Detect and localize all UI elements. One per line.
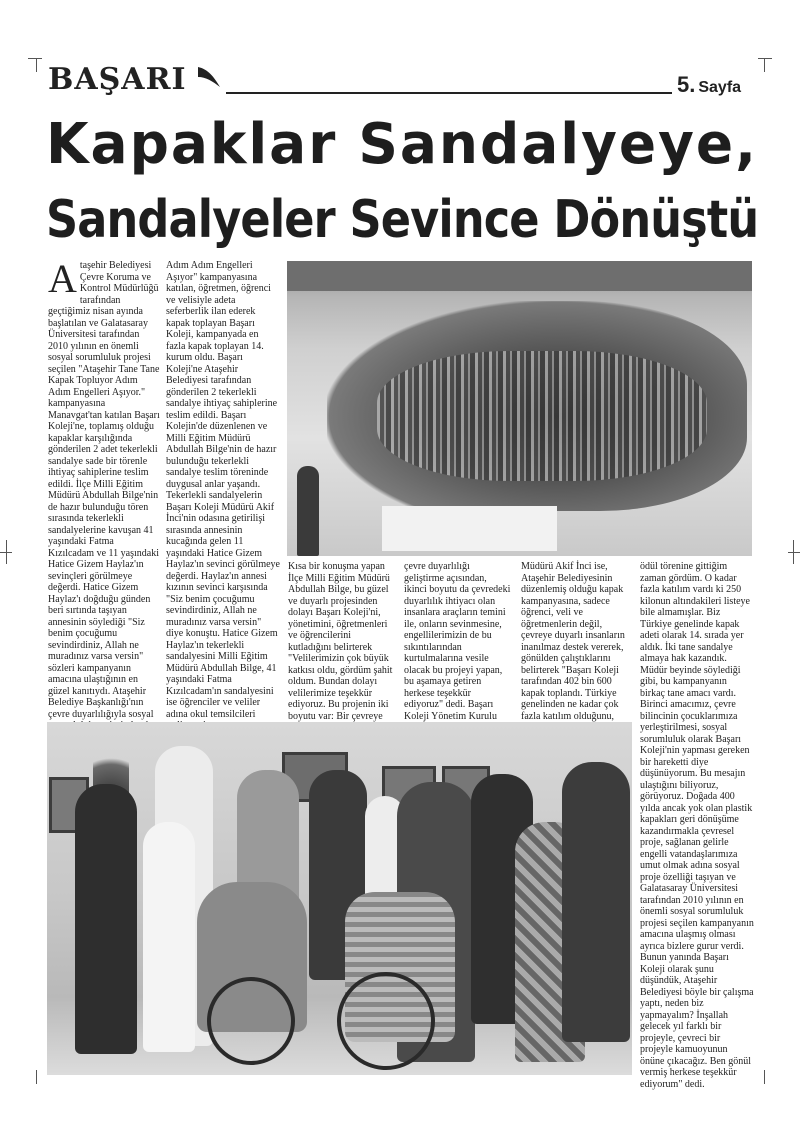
crop-mark [764, 1070, 765, 1084]
photo-wheelchair-wheel [337, 972, 435, 1070]
article-column-2 [166, 260, 280, 720]
logo-swoosh-icon [194, 63, 224, 93]
photo-wheelchair-ceremony [47, 722, 632, 1075]
drop-cap: A [48, 256, 77, 301]
article-text: Adım Adım Engelleri Aşıyor" kampanyasına katılan, öğretmen, öğrenci ve velisiyle adeta seferberlik ilan ederek kapak toplayan Başarı Koleji, kampanyada en fazla kapak toplayan 14. kurum oldu. Başarı Koleji'ne Ataşehir Belediyesi tarafından gönderilen 2 tekerlekli sandalye ihtiyaç sahiplerine teslim edildi. Başarı Kolejin'de düzenlenen ve Milli Eğitim Müdürü Abdullah Bilge'nin de hazır bulunduğu tekerlekli sandalye teslim töreninde duygusal anlar yaşandı. Tekerlekli sandalyelerin Başarı Koleji Müdürü Akif İnci'nin odasına getirilişi sırasında annesinin kucağında gelen 11 yaşındaki Hatice Gizem Haylaz'ın sevinci görülmeye değerdi. Haylaz'ın annesi kızının sevinci karşısında "Siz benim çocuğumu sevindirdiniz, Allah ne muradınız varsa versin" diye konuştu. Hatice Gizem Haylaz'ın tekerlekli sandalyesini Milli Eğitim Müdürü Abdullah Bilge, 41 yaşındaki Fatma Kızılcadam'ın sandalyesini ise öğrenciler ve veliler adına okul temsilcileri [166, 260, 280, 720]
photo-person [143, 822, 195, 1052]
headline-line-1: Kapaklar Sandalyeye, [46, 112, 758, 177]
article-text: çevre duyarlılığı geliştirme açısından, ikinci boyutu da çevredeki duyarlılık ihtiyacı olan insanlara araçların temini ile, onların sevinmesine, engellilerimizin de bu sıkıntılarından kurtulmalarına vesile olacak bu projeyi yapan, bu aşamaya getiren herkese teşekkür ediyoruz" dedi. Başarı Koleji Yönetim Kurulu [404, 561, 511, 722]
page-number-value: 5. [677, 72, 696, 97]
article-text: taşehir Belediyesi Çevre Koruma ve Kontrol Müdürlüğü tarafından geçtiğimiz nisan ayında başlatılan ve Galatasaray Üniversitesi tarafından 2010 yılının en önemli sosyal sorumluluk projesi seçilen "Ataşehir Tane Tane Kapak Topluyor Adım Adım Engelleri Aşıyor." kampanyasına Manavgat'tan katılan Başarı Koleji'ne, toplamış olduğu kapaklar karşılığında gönderilen 2 adet tekerlekli sandalye sade bir törenle ihtiyaç sahiplerine teslim edildi. İlçe Milli Eğitim Müdürü Abdullah Bilge'nin de hazır bulunduğu tören sırasında tekerlekli sandalyelerine kavuşan 41 yaşındaki Fatma Kızılcadam ve 11 yaşındaki Hatice Gizem Haylaz'ın sevinçleri görülmeye değerdi. Hatice Gizem Haylaz'ı doğduğu günden beri sırtında taşıyan annesinin söylediği "Siz benim çocuğumu sevindirdiniz, Allah ne muradınız varsa versin" sözleri kampanyanın amacına ulaştığının en güzel kanıtıydı. Ataşehir Belediye Başkanlığı'nın çevre duyarlılığıyla sosyal [48, 260, 160, 720]
photo-students-schoolyard [287, 261, 752, 556]
photo-hedge [287, 261, 752, 291]
photo-person [75, 784, 137, 1054]
photo-wheelchair-wheel [207, 977, 295, 1065]
article-text: Müdürü Akif İnci ise, Ataşehir Belediyesinin düzenlemiş olduğu kapak kampanyasına, sadece öğrenci, veli ve öğretmenlerin değil, çevreye duyarlı insanların inanılmaz destek vererek, gönülden çalıştıklarını belirterek "Başarı Koleji tarafından 402 bin 600 kapak toplandı. Türkiye genelinden ne kadar çok fazla katılım olduğunu, [521, 561, 625, 722]
crop-mark [6, 540, 7, 564]
article-text: Kısa bir konuşma yapan İlçe Milli Eğitim Müdürü Abdullah Bilge, bu güzel ve duyarlı projesinden dolayı Başarı Koleji'ni, yönetimini, öğretmenleri ve öğrencilerini kutladığını belirterek "Velilerimizin çok büyük katkısı oldu, gördüm şahit oldum. Bundan dolayı velilerimize teşekkür ediyoruz. Bu projenin iki boyutu var: Bir çevreye [288, 561, 393, 722]
crop-mark [28, 58, 42, 59]
crop-mark [788, 552, 800, 553]
crop-mark [758, 58, 772, 59]
headline-line-2: Sandalyeler Sevince Dönüştü [46, 190, 759, 250]
masthead-rule [226, 92, 672, 94]
logo-text: BAŞARI [48, 62, 187, 97]
article-column-3 [288, 561, 396, 721]
photo-podium [382, 506, 557, 551]
page-number-label: Sayfa [698, 79, 742, 96]
masthead-logo [48, 62, 224, 97]
crop-mark [764, 58, 765, 72]
article-column-5 [521, 561, 631, 721]
article-column-1 [48, 256, 160, 720]
photo-crowd-highlights [377, 351, 707, 481]
photo-person [562, 762, 630, 1042]
page-number [677, 72, 741, 98]
crop-mark [36, 1070, 37, 1084]
photo-figure [297, 466, 319, 556]
article-text: ödül törenine gittiğim zaman gördüm. O kadar fazla katılım vardı ki 250 kilonun altındakileri listeye bile almamışlar. Biz Türkiye genelinde kapak adeti olarak 14. sırada yer aldık. İki tane sandalye almaya hak kazandık. Müdür beyinde söylediği gibi, bu kampanyanın birkaç tane amacı vardı. Birinci amacımız, çevre bilincinin çocuklarımıza yerleştirilmesi, sosyal sorumluluk olarak Başarı Koleji'nin yapması gereken bir hareketti diye düşünüyorum. Bu mesajın ulaştığını biliyoruz, görüyoruz. Doğada 400 yılda ancak yok olan plastik kapakları geri dönüşüme kazandırmakla çevresel proje, sağlanan gelirle engelli vatandaşlarımıza umut olmak adına sosyal proje özelliği taşıyan ve Galatasaray Üniversitesi tarafından 2010 yılının en önemli sosyal sorumluluk projesi seçilen kampanyanın amacına ulaşmış olması ayrıca bizlere gurur verdi. Bunun yanında Başarı Koleji olarak şunu düşündük, Ataşehir Belediyesi böyle bir çalışma yaptı, neden biz yapmayalım? İnşallah gelecek yıl farklı bir projeyle, çevreci bir projeyle kamuoyunun önüne çıkacağız. Ben gönül vermiş herkese teşekkür ediyorum" dedi. [640, 561, 754, 1090]
article-column-6 [640, 561, 754, 1090]
crop-mark [36, 58, 37, 72]
crop-mark [793, 540, 794, 564]
article-column-4 [404, 561, 512, 721]
